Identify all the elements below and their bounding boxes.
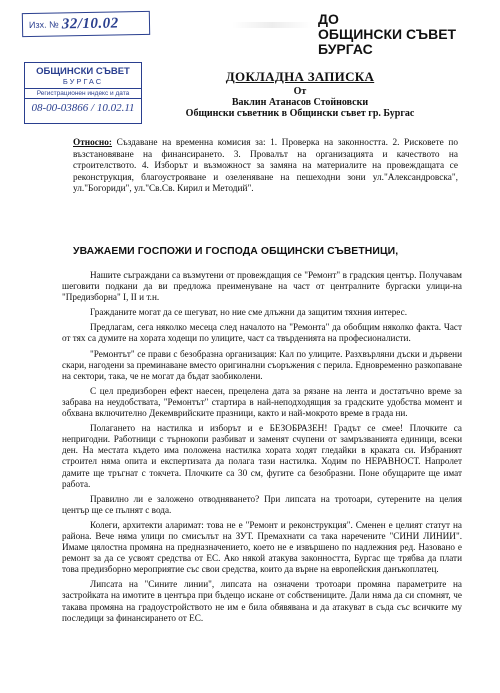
- addressee-line-1: ДО: [318, 11, 339, 27]
- registration-stamp: [24, 62, 142, 124]
- outgoing-number-stamp: [22, 11, 150, 37]
- author-name: Ваклин Атанасов Стойновски: [231, 97, 369, 108]
- stamp-council-caption: Регистрационен индекс и дата: [25, 88, 141, 99]
- author-position: Общински съветник в Общински съвет гр. Бургас: [185, 108, 415, 119]
- body-paragraph: Предлагам, сега няколко месеца след началото на "Ремонта" да обобщим няколко факта. Част от тях са думите на хората ходещи по улиците, част са твърденията на професионалисти.: [62, 322, 462, 344]
- addressee-line-3: БУРГАС: [318, 41, 373, 57]
- stamp-council-index: 08-00-03866 / 10.02.11: [31, 102, 135, 114]
- addressee-line-2: ОБЩИНСКИ СЪВЕТ: [318, 26, 457, 42]
- document-title: ДОКЛАДНА ЗАПИСКА: [225, 69, 375, 84]
- body-text: [62, 270, 462, 628]
- subject-paragraph: [73, 138, 458, 196]
- stamp-council-name: ОБЩИНСКИ СЪВЕТ: [36, 66, 130, 77]
- body-paragraph: С цел предизборен ефект наесен, прецелена дата за рязане на лента и достатъчно време за забрава на неудобствата, "Ремонтът" стартира в най-неподходящия за градските удобства момент и обхвана включително Декемврийските празници, както и най-мокрото време в града ни.: [62, 385, 462, 419]
- from-label: От: [293, 86, 307, 97]
- body-paragraph: Нашите съграждани са възмутени от провеждащия се "Ремонт" в градския център. Получавам шеговити подкани да ви предложа преименуване на част от централните бургаски улици-на "Предизборна" I, II и т.н.: [62, 270, 462, 303]
- salutation: УВАЖАЕМИ ГОСПОЖИ И ГОСПОДА ОБЩИНСКИ СЪВЕТНИЦИ,: [73, 246, 399, 257]
- stamp-council-city: БУРГАС: [62, 77, 104, 86]
- body-paragraph: Гражданите могат да се шегуват, но ние сме длъжни да защитим тяхния интерес.: [90, 307, 407, 318]
- body-paragraph: "Ремонтът" се прави с безобразна организация: Кал по улиците. Разхвърляни дъски и дървени скари, нагодени за преминаване вместо оригинални съоръжения с перила. Едновременно разкопаване на сектори, така, че не могат да бъдат заобиколени.: [62, 348, 462, 381]
- addressee-block: [318, 12, 456, 57]
- stamp-ref-prefix: Изх. №: [28, 19, 59, 30]
- stamp-ref-number: 32/10.02: [61, 14, 119, 32]
- body-paragraph: Липсата на "Сините линии", липсата на означени тротоари промяна параметрите на застройката на имотите в центъра при бъдещо искане от собствениците. Дали няма да си спомнят, че такава промяна на градоустройството не им е била обявявана и да атакуват в съда със всичките му последици за финансирането от ЕС.: [62, 579, 462, 623]
- body-paragraph: Правилно ли е заложено отводняването? При липсата на тротоари, сутерените на целия център ще се пълнят с вода.: [62, 493, 462, 515]
- bleed-through-mark: [232, 22, 312, 28]
- body-paragraph: Колеги, архитекти аларимат: това не е "Ремонт и реконструкция". Сменен е целият статут на района. Вече няма улици по смисълът на ЗУТ. Премахнати са така наречените "СИНИ ЛИНИИ". Имаме цялостна промяна на предназначението, което не е извършено по надлежния ред. Назовано е ремонт за да се усвоят средства от ЕС. Ако някой атакува законността, Бургас ще трябва да плати това предизборно мероприятие със свои средства, които да върне на европейския данъкоплатец.: [62, 519, 462, 575]
- body-paragraph: Полагането на настилка и изборът и е БЕЗОБРАЗЕН! Градът се смее! Плочките са непригодни. Работници с търнокопи разбиват и заменят счупени от замръзванията единици, всеки ден. На местата където има положена настилка хората ходят гледайки в краката си. Избраният строител няма опита и експертизата да полага тази настилка. Ходим по НЕРАВНОСТ. Напролет дамите ще тръгнат с токчета. Плочките са 30 см, фугите са безобразни. Поне обущарите ще имат работа.: [62, 423, 462, 489]
- subject-label: Относно:: [73, 138, 113, 148]
- document-heading: [150, 69, 450, 119]
- subject-text: Създаване на временна комисия за: 1. Проверка на законността. 2. Рисковете по възстановяване на финансирането. 3. Провалът на организацията и качеството на строителството. 4. Изборът и възможност за замяна на материалите на провеждащата се реконструкция, благоустрояване и озеленяване на пешеходни зони ул."Александровска", ул."Богориди", ул."Св.Св. Кирил и Методий".: [73, 138, 458, 194]
